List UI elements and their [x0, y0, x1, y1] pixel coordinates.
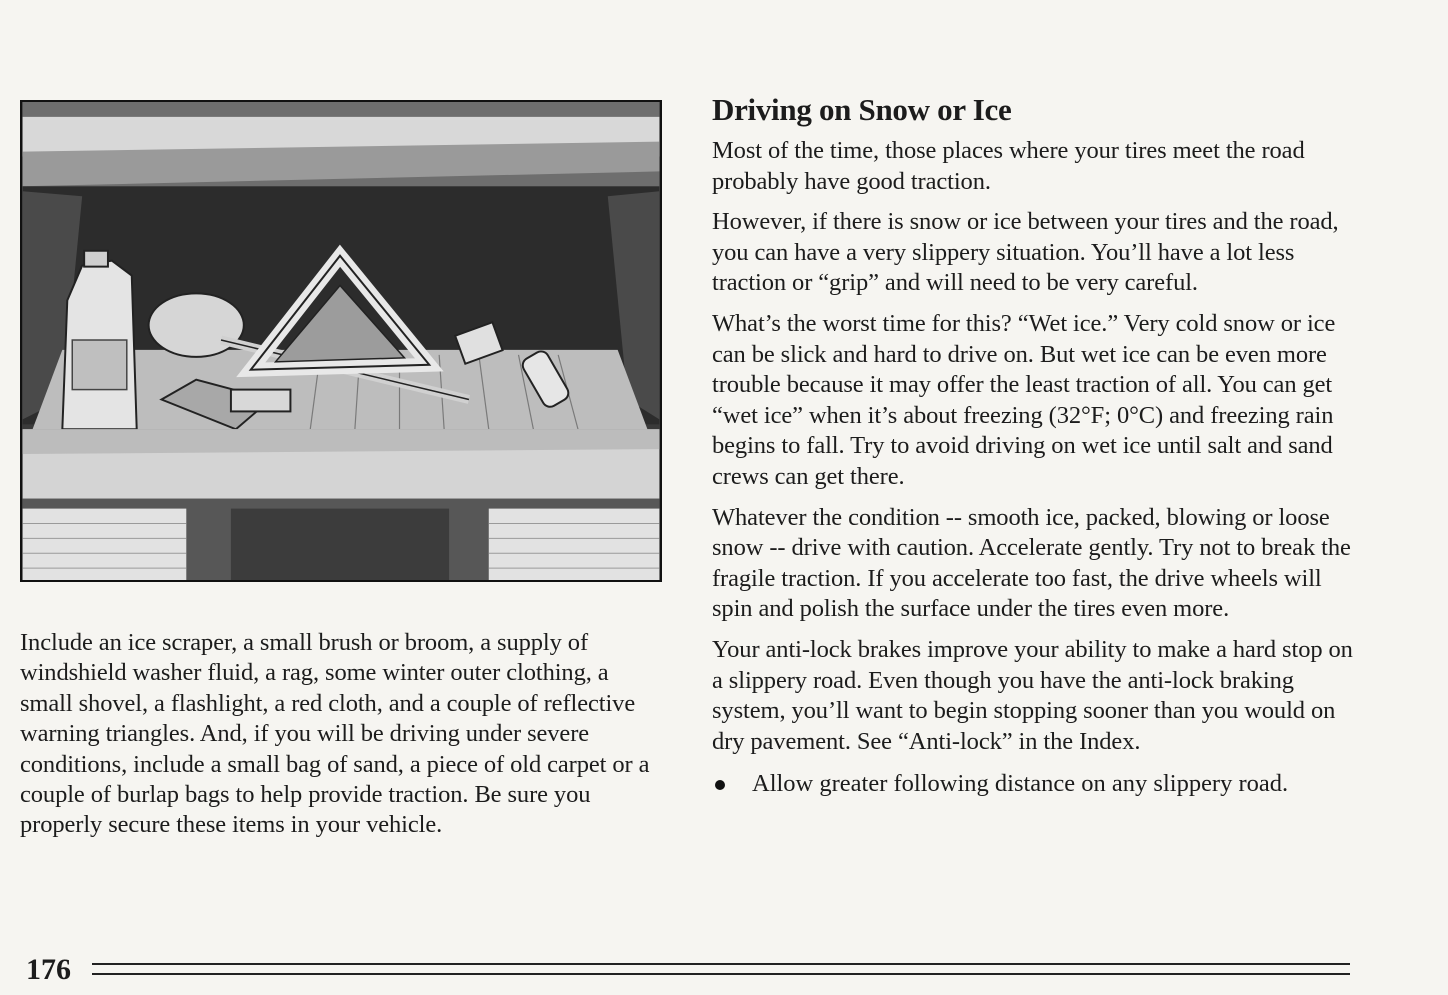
- section-heading: Driving on Snow or Ice: [712, 92, 1012, 127]
- page-number: 176: [26, 953, 71, 986]
- main-text-column: [712, 92, 1362, 800]
- trunk-emergency-supplies-illustration: [20, 100, 662, 582]
- trunk-illustration-drawing: [22, 102, 660, 580]
- bullet-icon: [712, 769, 752, 800]
- illustration-caption: Include an ice scraper, a small brush or broom, a supply of windshield washer fluid, a rag, some winter outer clothing, a small shovel, a flashlight, a red cloth, and a couple of reflective warning triangles. And, if you will be driving under severe conditions, include a small bag of sand, a piece of old carpet or a couple of burlap bags to help provide traction. Be sure you properly secure these items in your vehicle.: [20, 629, 650, 839]
- paragraph: Your anti-lock brakes improve your ability to make a hard stop on a slippery road. Even though you have the anti-lock braking system, you’ll want to begin stopping sooner than you would on dry pavement. See “Anti-lock” in the Index.: [712, 635, 1353, 755]
- paragraph: Whatever the condition -- smooth ice, packed, blowing or loose snow -- drive with caution. Accelerate gently. Try not to break the fragile traction. If you accelerate too fast, the drive wheels will spin and polish the surface under the tires even more.: [712, 503, 1351, 623]
- paragraph: Most of the time, those places where your tires meet the road probably have good traction.: [712, 137, 1305, 195]
- footer-rule: [92, 963, 1350, 975]
- paragraph: What’s the worst time for this? “Wet ice.” Very cold snow or ice can be slick and hard to drive on. But wet ice can be even more trouble because it may offer the least traction of all. You can get “wet ice” when it’s about freezing (32°F; 0°C) and freezing rain begins to fall. Try to avoid driving on wet ice until salt and sand crews can get there.: [712, 309, 1336, 490]
- bullet-item: [712, 769, 1362, 800]
- bullet-text: Allow greater following distance on any slippery road.: [752, 770, 1289, 798]
- paragraph: However, if there is snow or ice between your tires and the road, you can have a very slippery situation. You’ll have a lot less traction or “grip” and will need to be very careful.: [712, 208, 1339, 297]
